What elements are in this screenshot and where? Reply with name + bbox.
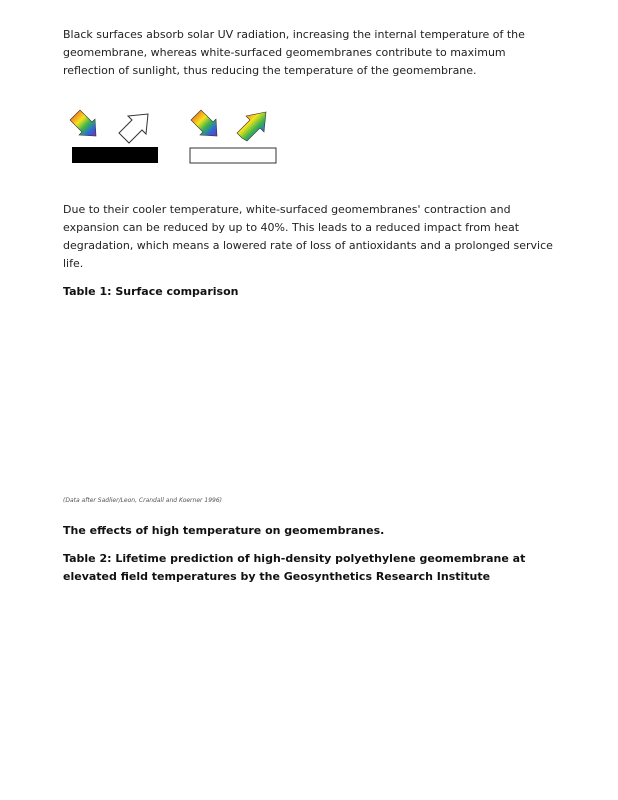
rainbow-arrow-icon xyxy=(70,110,96,136)
intro-paragraph: Black surfaces absorb solar UV radiation, increasing the internal temperature of the geomembrane, whereas white-surfaced geomembranes contribute to maximum reflection of sunlight, thus reducing the temperature of the geomembrane. xyxy=(63,28,525,77)
table1-caption: Table 1: Surface comparison xyxy=(63,285,239,298)
black-surface xyxy=(72,147,158,163)
black-surface-group xyxy=(70,110,158,163)
white-surface xyxy=(190,148,276,163)
table1-source-note: (Data after Sadlier/Leon, Crandall and Koerner 1996) xyxy=(63,497,222,504)
rainbow-arrow-icon xyxy=(191,110,217,136)
reflection-diagram xyxy=(66,106,281,166)
white-surface-group xyxy=(190,110,276,163)
cooler-temperature-paragraph: Due to their cooler temperature, white-surfaced geomembranes' contraction and expansion can be reduced by up to 40%. This leads to a reduced impact from heat degradation, which means a lowered rate of loss of antioxidants and a prolonged service life. xyxy=(63,203,553,270)
outline-arrow-icon xyxy=(119,114,148,143)
rainbow-arrow-icon xyxy=(237,112,266,141)
table2-caption: Table 2: Lifetime prediction of high-density polyethylene geomembrane at elevated field temperatures by the Geosynthetics Research Institute xyxy=(63,552,526,583)
reflection-figure xyxy=(66,106,281,166)
section-heading: The effects of high temperature on geomembranes. xyxy=(63,524,385,537)
